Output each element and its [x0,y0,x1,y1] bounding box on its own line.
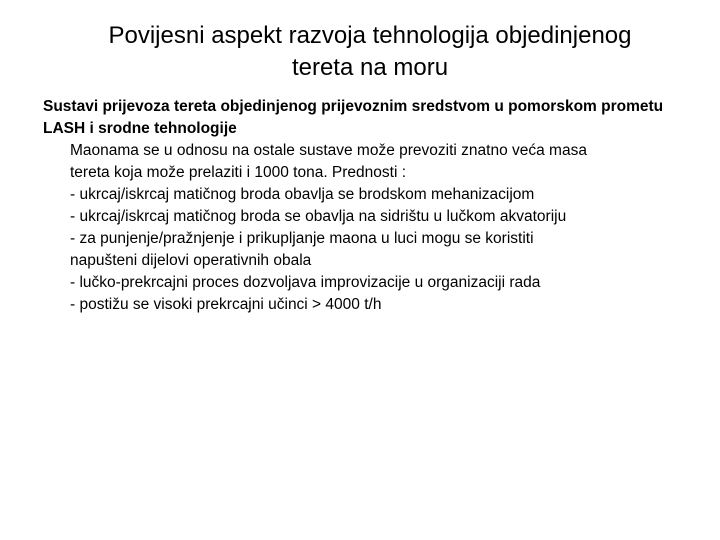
section-heading-transport-systems: Sustavi prijevoza tereta objedinjenog prijevoznim sredstvom u pomorskom prometu [43,98,664,115]
body-line: Maonama se u odnosu na ostale sustave može prevoziti znatno veća masa [70,142,587,159]
body-line: - postižu se visoki prekrcajni učinci > 4000 t/h [70,296,382,313]
slide-title-line-1: Povijesni aspekt razvoja tehnologija objedinjenog [108,22,632,49]
slide-title [40,20,700,84]
body-line: - ukrcaj/iskrcaj matičnog broda obavlja se brodskom mehanizacijom [70,186,535,203]
slide-title-line-2: tereta na moru [291,54,449,81]
section-heading-lash: LASH i srodne tehnologije [43,120,237,137]
body-line: - za punjenje/pražnjenje i prikupljanje maona u luci mogu se koristiti [70,230,534,247]
slide-content [43,96,708,316]
lash-description [43,140,708,316]
body-line: tereta koja može prelaziti i 1000 tona. Prednosti : [70,164,407,181]
body-line: - lučko-prekrcajni proces dozvoljava improvizacije u organizaciji rada [70,274,541,291]
body-line: napušteni dijelovi operativnih obala [70,252,312,269]
body-line: - ukrcaj/iskrcaj matičnog broda se obavlja na sidrištu u lučkom akvatoriju [70,208,567,225]
